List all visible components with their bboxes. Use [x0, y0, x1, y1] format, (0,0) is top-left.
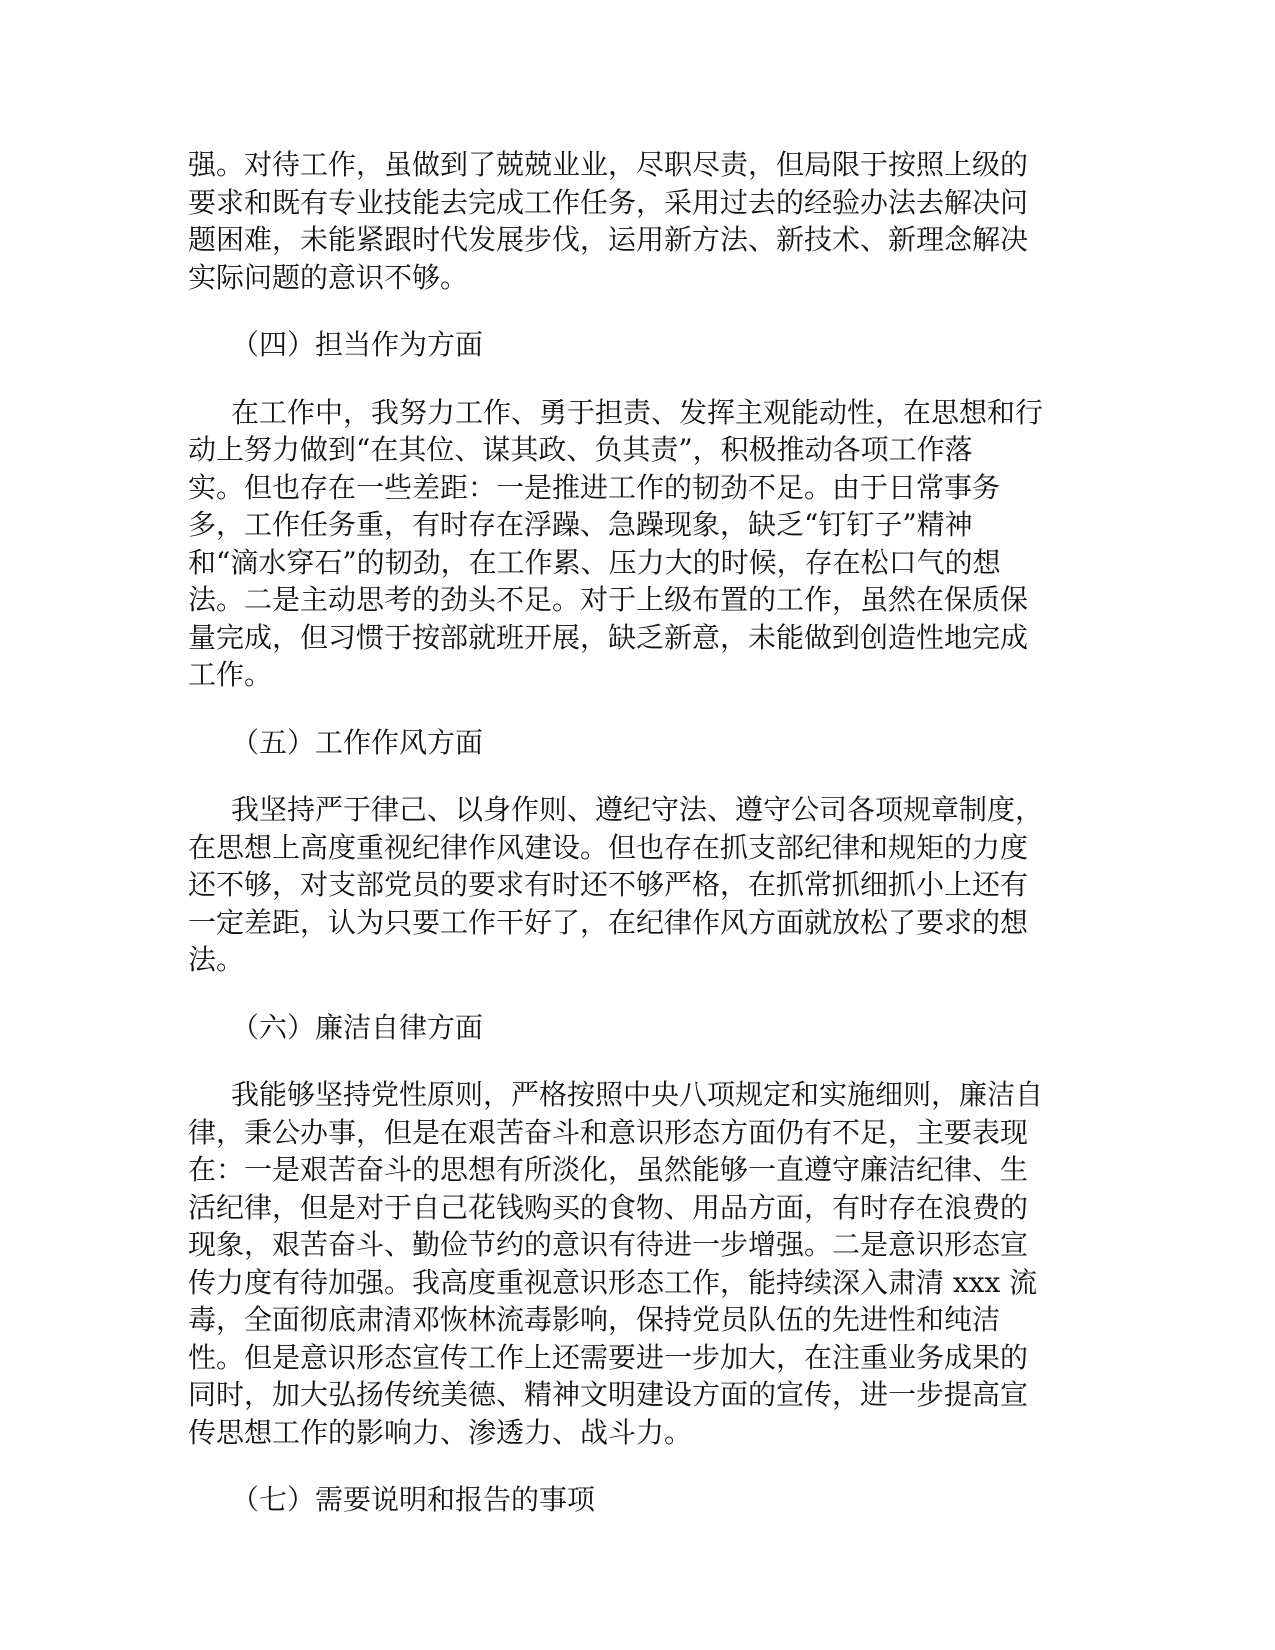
- section-heading-7: （七）需要说明和报告的事项: [231, 1483, 596, 1516]
- text-line: 法。: [188, 943, 245, 976]
- text-line: 量完成，但习惯于按部就班开展，缺乏新意，未能做到创造性地完成: [188, 620, 1029, 654]
- text-line: 题困难，未能紧跟时代发展步伐，运用新方法、新技术、新理念解决: [188, 223, 1029, 256]
- text-line: 要求和既有专业技能去完成工作任务，采用过去的经验办法去解决问: [188, 185, 1029, 219]
- text-line: 传力度有待加强。我高度重视意识形态工作，能持续深入肃清 xxx 流: [188, 1265, 1038, 1299]
- paragraph-work-style: [188, 791, 1088, 979]
- text-line: 实。但也存在一些差距：一是推进工作的韧劲不足。由于日常事务: [188, 470, 1001, 504]
- text-line: 同时，加大弘扬传统美德、精神文明建设方面的宣传，进一步提高宣: [188, 1378, 1029, 1411]
- text-line: 我坚持严于律己、以身作则、遵纪守法、遵守公司各项规章制度，: [231, 793, 1044, 826]
- text-line: 实际问题的意识不够。: [188, 260, 469, 294]
- text-line: 一定差距，认为只要工作干好了，在纪律作风方面就放松了要求的想: [188, 905, 1029, 939]
- text-line: 强。对待工作，虽做到了兢兢业业，尽职尽责，但局限于按照上级的: [188, 148, 1029, 181]
- document-body: [188, 146, 1088, 1519]
- text-line: 和“滴水穿石”的韧劲，在工作累、压力大的时候，存在松口气的想: [188, 545, 1001, 579]
- text-line: 现象，艰苦奋斗、勤俭节约的意识有待进一步增强。二是意识形态宣: [188, 1228, 1029, 1261]
- text-line: 毒，全面彻底肃清邓恢林流毒影响，保持党员队伍的先进性和纯洁: [188, 1303, 1001, 1336]
- text-line: 我能够坚持党性原则，严格按照中央八项规定和实施细则，廉洁自: [231, 1078, 1044, 1111]
- text-line: 在：一是艰苦奋斗的思想有所淡化，虽然能够一直遵守廉洁纪律、生: [188, 1153, 1029, 1186]
- section-heading-5: （五）工作作风方面: [231, 725, 484, 759]
- text-line: 在工作中，我努力工作、勇于担责、发挥主观能动性，在思想和行: [231, 395, 1044, 429]
- text-line: 动上努力做到“在其位、谋其政、负其责”，积极推动各项工作落: [188, 433, 973, 466]
- text-line: 传思想工作的影响力、渗透力、战斗力。: [188, 1415, 693, 1449]
- section-heading-6: （六）廉洁自律方面: [231, 1010, 484, 1044]
- continued-paragraph: [188, 146, 1088, 296]
- text-line: 在思想上高度重视纪律作风建设。但也存在抓支部纪律和规矩的力度: [188, 830, 1029, 864]
- text-line: 工作。: [188, 658, 273, 691]
- text-line: 多，工作任务重，有时存在浮躁、急躁现象，缺乏“钉钉子”精神: [188, 508, 973, 541]
- paragraph-integrity: [188, 1076, 1088, 1451]
- paragraph-responsibility: [188, 394, 1088, 694]
- section-heading-4: （四）担当作为方面: [231, 328, 484, 361]
- text-line: 律，秉公办事，但是在艰苦奋斗和意识形态方面仍有不足，主要表现: [188, 1115, 1029, 1149]
- text-line: 法。二是主动思考的劲头不足。对于上级布置的工作，虽然在保质保: [188, 583, 1029, 616]
- text-line: 还不够，对支部党员的要求有时还不够严格，在抓常抓细抓小上还有: [188, 868, 1029, 901]
- text-line: 性。但是意识形态宣传工作上还需要进一步加大，在注重业务成果的: [188, 1340, 1029, 1374]
- text-line: 活纪律，但是对于自己花钱购买的食物、用品方面，有时存在浪费的: [188, 1190, 1029, 1224]
